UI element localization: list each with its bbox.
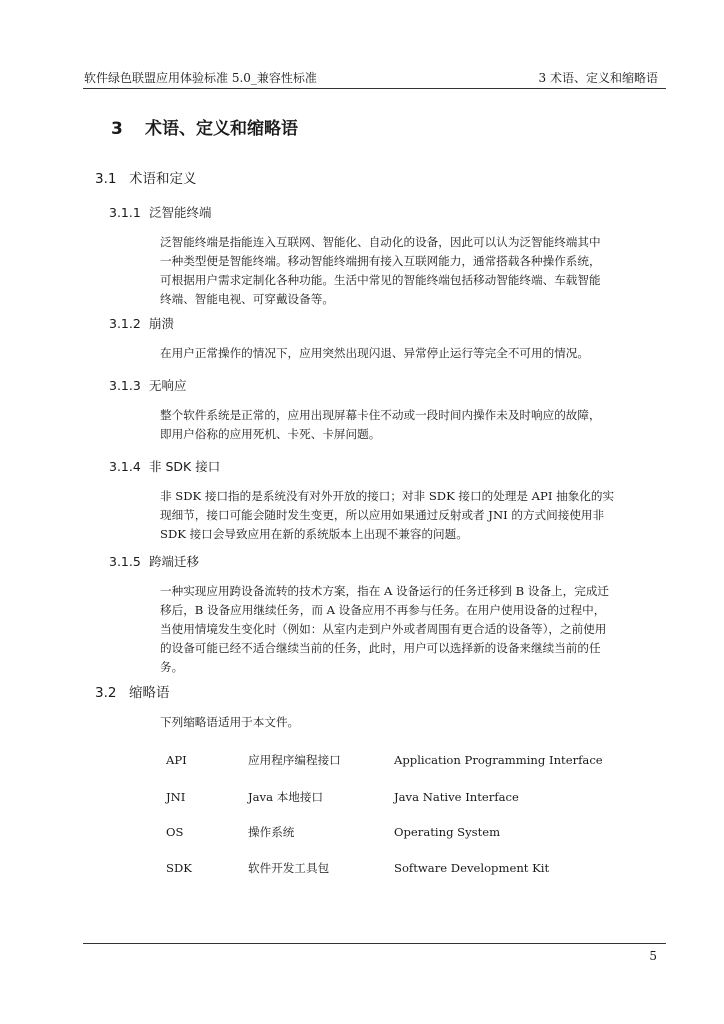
subsection-heading-3-2 — [95, 684, 170, 702]
term-definition-3-1-1 — [160, 233, 657, 309]
term-number: 3.1.3 — [109, 378, 141, 393]
abbreviations-intro: 下列缩略语适用于本文件。 — [160, 715, 300, 729]
definition-line: 当使用情境发生变化时（例如：从室内走到户外或者周围有更合适的设备等），之前使用 — [160, 622, 607, 636]
abbreviation-chinese: 软件开发工具包 — [248, 861, 330, 875]
definition-line: 泛智能终端是指能连入互联网、智能化、自动化的设备，因此可以认为泛智能终端其中 — [160, 235, 601, 249]
term-definition-3-1-4 — [160, 487, 657, 544]
definition-line: 在用户正常操作的情况下，应用突然出现闪退、异常停止运行等完全不可用的情况。 — [160, 346, 589, 360]
definition-line: 务。 — [160, 660, 184, 674]
abbreviation-english: Software Development Kit — [394, 861, 550, 875]
definition-line: 一种实现应用跨设备流转的技术方案，指在 A 设备运行的任务迁移到 B 设备上，完成迁 — [160, 584, 610, 598]
definition-line: 整个软件系统是正常的，应用出现屏幕卡住不动或一段时间内操作未及时响应的故障， — [160, 408, 601, 422]
definition-line: 终端、智能电视、可穿戴设备等。 — [160, 292, 334, 306]
term-title: 跨端迁移 — [149, 554, 200, 569]
abbreviation: JNI — [166, 790, 186, 804]
section-number: 3 — [111, 119, 123, 139]
abbreviation-english: Application Programming Interface — [394, 753, 603, 767]
term-heading-3-1-5 — [109, 554, 199, 570]
term-title: 崩溃 — [149, 316, 175, 331]
running-header-left: 软件绿色联盟应用体验标准 5.0_兼容性标准 — [84, 71, 317, 85]
abbreviation-english: Java Native Interface — [394, 790, 519, 804]
abbreviation: SDK — [166, 861, 192, 875]
definition-line: 可根据用户需求定制化各种功能。生活中常见的智能终端包括移动智能终端、车载智能 — [160, 273, 601, 287]
subsection-title: 缩略语 — [129, 685, 170, 701]
abbreviation-chinese: Java 本地接口 — [248, 790, 324, 804]
term-number: 3.1.2 — [109, 316, 141, 331]
definition-line: 非 SDK 接口指的是系统没有对外开放的接口；对非 SDK 接口的处理是 API 抽象化的实 — [160, 489, 615, 503]
abbreviation-english: Operating System — [394, 825, 501, 839]
section-title: 术语、定义和缩略语 — [145, 119, 298, 139]
term-number: 3.1.4 — [109, 459, 141, 474]
running-header-right: 3 术语、定义和缩略语 — [538, 71, 658, 85]
footer-rule — [83, 943, 666, 944]
subsection-number: 3.2 — [95, 685, 117, 701]
definition-line: 移后，B 设备应用继续任务，而 A 设备应用不再参与任务。在用户使用设备的过程中， — [160, 603, 606, 617]
term-title: 泛智能终端 — [149, 205, 212, 220]
term-definition-3-1-2 — [160, 344, 657, 363]
term-definition-3-1-3 — [160, 406, 657, 444]
term-heading-3-1-1 — [109, 205, 212, 221]
subsection-title: 术语和定义 — [129, 171, 197, 187]
term-heading-3-1-2 — [109, 316, 174, 332]
abbreviation-chinese: 应用程序编程接口 — [248, 753, 341, 767]
term-title: 非 SDK 接口 — [149, 459, 221, 474]
header-rule — [83, 88, 666, 89]
subsection-heading-3-1 — [95, 170, 197, 188]
term-number: 3.1.5 — [109, 554, 141, 569]
term-heading-3-1-4 — [109, 459, 220, 475]
abbreviation: OS — [166, 825, 184, 839]
abbreviation: API — [166, 753, 187, 767]
definition-line: 即用户俗称的应用死机、卡死、卡屏问题。 — [160, 427, 381, 441]
page-number: 5 — [649, 949, 657, 963]
term-heading-3-1-3 — [109, 378, 187, 394]
definition-line: 现细节，接口可能会随时发生变更，所以应用如果通过反射或者 JNI 的方式间接使用非 — [160, 508, 605, 522]
definition-line: 一种类型便是智能终端。移动智能终端拥有接入互联网能力，通常搭载各种操作系统， — [160, 254, 601, 268]
subsection-number: 3.1 — [95, 171, 117, 187]
term-title: 无响应 — [149, 378, 187, 393]
section-heading — [111, 118, 298, 140]
definition-line: SDK 接口会导致应用在新的系统版本上出现不兼容的问题。 — [160, 527, 468, 541]
term-definition-3-1-5 — [160, 582, 657, 677]
definition-line: 的设备可能已经不适合继续当前的任务，此时，用户可以选择新的设备来继续当前的任 — [160, 641, 601, 655]
abbreviation-chinese: 操作系统 — [248, 825, 295, 839]
term-number: 3.1.1 — [109, 205, 141, 220]
